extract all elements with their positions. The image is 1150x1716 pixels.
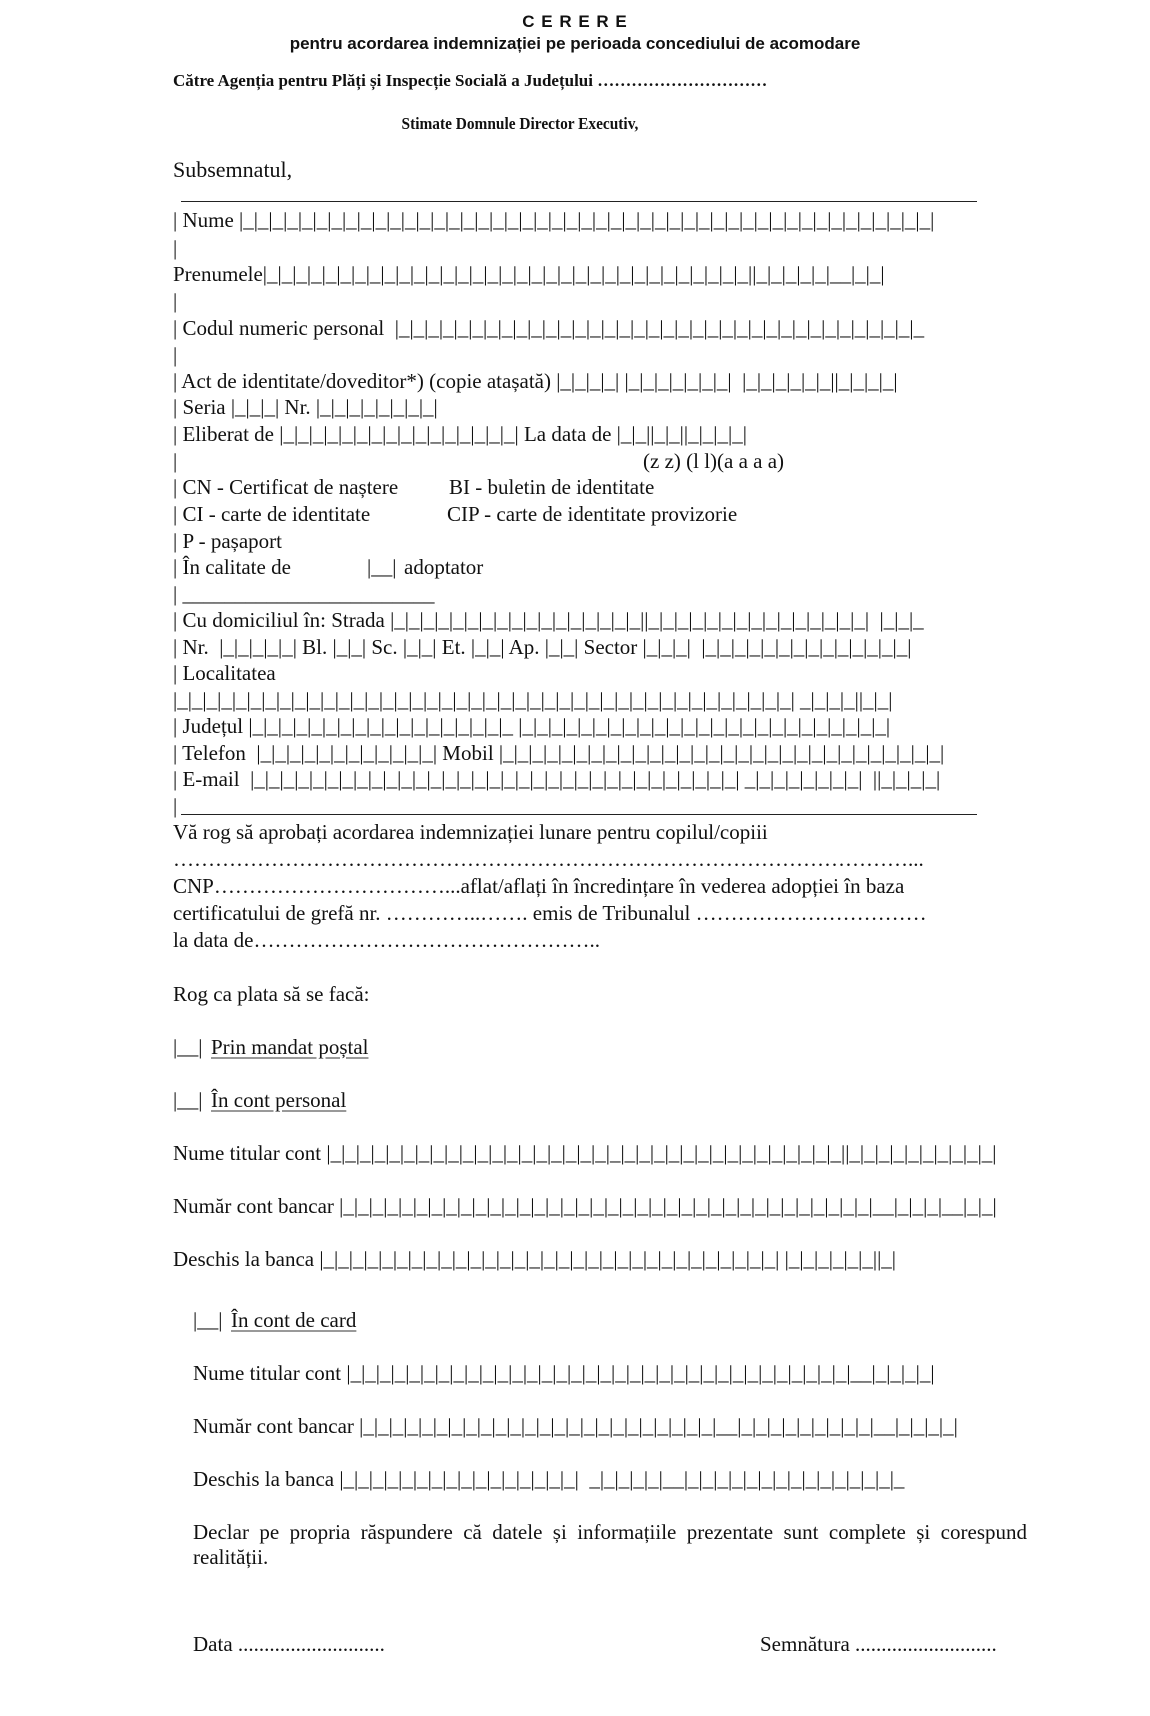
- margin-bar: |: [173, 236, 178, 260]
- child-cnp-line[interactable]: CNP……………………………...aflat/aflați în încredințare în vederea adopției în baza: [173, 874, 905, 898]
- account-holder-field[interactable]: Nume titular cont |_|_|_|_|_|_|_|_|_|_|_|_|_|_|_|_|_|_|_|_|_|_|_|_|_|_|_|_|_|_|_|_|_|_|_||_|_|_|_|_|_|_|_|_|_|: [173, 1141, 997, 1165]
- telefon-mobil-field[interactable]: | Telefon |_|_|_|_|_|_|_|_|_|_|_|_| Mobil |_|_|_|_|_|_|_|_|_|_|_|_|_|_|_|_|_|_|_|_|_|_|_|_|_|_|_|_|_|_|: [173, 741, 945, 765]
- personal-account-label: În cont personal: [211, 1088, 347, 1112]
- eliberat-field[interactable]: | Eliberat de |_|_|_|_|_|_|_|_|_|_|_|_|_|_|_|_| La data de |_|_||_|_||_|_|_|_|: [173, 422, 747, 446]
- card-account-label: În cont de card: [231, 1308, 357, 1332]
- adoptator-label: adoptator: [404, 555, 484, 579]
- nume-field[interactable]: | Nume |_|_|_|_|_|_|_|_|_|_|_|_|_|_|_|_|_|_|_|_|_|_|_|_|_|_|_|_|_|_|_|_|_|_|_|_|_|_|_|_|_|_|_|_|_|_|_|: [173, 208, 935, 232]
- account-number-field[interactable]: Număr cont bancar |_|_|_|_|_|_|_|_|_|_|_|_|_|_|_|_|_|_|_|_|_|_|_|_|_|_|_|_|_|_|_|_|_|_|_|_|__|_|_|_|__|_|_|: [173, 1194, 997, 1218]
- prenume-field[interactable]: Prenumele|_|_|_|_|_|_|_|_|_|_|_|_|_|_|_|_|_|_|_|_|_|_|_|_|_|_|_|_|_|_|_|_|_||_|_|_|_|_|__|_|_|: [173, 262, 885, 286]
- card-account-number-field[interactable]: Număr cont bancar |_|_|_|_|_|_|_|_|_|_|_|_|_|_|_|_|_|_|_|_|_|_|_|_|__|_|_|_|_|_|_|_|_|_|__|_|_|_|_|: [193, 1414, 958, 1438]
- margin-bar: |: [173, 449, 178, 473]
- act-identitate-field[interactable]: | Act de identitate/doveditor*) (copie atașată) |_|_|_|_| |_|_|_|_|_|_|_| |_|_|_|_|_|_||_|_|_|_|: [173, 369, 898, 393]
- card-bank-name-field[interactable]: Deschis la banca |_|_|_|_|_|_|_|_|_|_|_|_|_|_|_|_| _|_|_|_|_|__|_|_|_|_|_|_|_|_|_|_|_|_|_|_|_: [193, 1467, 905, 1491]
- cnp-field[interactable]: | Codul numeric personal |_|_|_|_|_|_|_|_|_|_|_|_|_|_|_|_|_|_|_|_|_|_|_|_|_|_|_|_|_|_|_|_|_|_|_|_: [173, 316, 925, 340]
- margin-bar: |: [173, 794, 178, 818]
- form-subtitle: pentru acordarea indemnizației pe perioada concediului de acomodare: [289, 34, 861, 53]
- localitatea-label: | Localitatea: [173, 661, 276, 685]
- request-text: Vă rog să aprobați acordarea indemnizației lunare pentru copilul/copiii: [173, 820, 768, 844]
- email-field[interactable]: | E-mail |_|_|_|_|_|_|_|_|_|_|_|_|_|_|_|_|_|_|_|_|_|_|_|_|_|_|_|_|_|_|_|_|_| _|_|_|_|_|_|_|_| ||_|_|_|_|: [173, 767, 941, 791]
- nr-bl-sc-field[interactable]: | Nr. |_|_|_|_|_| Bl. |_|_| Sc. |_|_| Et. |_|_| Ap. |_|_| Sector |_|_|_| |_|_|_|_|_|_|_|_|_|_|_|_|_|_|: [173, 635, 912, 659]
- localitatea-field[interactable]: |_|_|_|_|_|_|_|_|_|_|_|_|_|_|_|_|_|_|_|_|_|_|_|_|_|_|_|_|_|_|_|_|_|_|_|_|_|_|_|_|_|_| _|_|_|_||_|_|: [173, 688, 893, 712]
- card-account-checkbox[interactable]: |__|: [193, 1308, 223, 1332]
- form-title: C E R E R E: [522, 12, 628, 31]
- date-field[interactable]: Data ............................: [193, 1632, 385, 1656]
- signature-field[interactable]: Semnătura ...........................: [760, 1632, 997, 1656]
- margin-bar: |: [173, 343, 178, 367]
- children-names-line[interactable]: ……………………………………………………………………………………………...: [173, 847, 924, 871]
- certificate-line[interactable]: certificatului de grefă nr. …………..……. emis de Tribunalul ……………………………: [173, 901, 927, 925]
- legend-bi: BI - buletin de identitate: [449, 475, 655, 499]
- salutation: Stimate Domnule Director Executiv,: [401, 114, 639, 133]
- intro-subsemnatul: Subsemnatul,: [173, 157, 293, 182]
- adoptator-checkbox[interactable]: |__|: [367, 555, 397, 579]
- legend-cip: CIP - carte de identitate provizorie: [447, 502, 738, 526]
- date-format-hint: (z z) (l l)(a a a a): [643, 449, 785, 473]
- payment-heading: Rog ca plata să se facă:: [173, 982, 370, 1006]
- personal-account-checkbox[interactable]: |__|: [173, 1088, 203, 1112]
- certificate-date-line[interactable]: la data de…………………………………………..: [173, 928, 600, 952]
- legend-ci: | CI - carte de identitate: [173, 502, 371, 526]
- legend-p: | P - pașaport: [173, 529, 282, 553]
- calitate-label: | În calitate de: [173, 555, 291, 579]
- declaration-text: Declar pe propria răspundere că datele și informațiile prezentate sunt complete și corespund realității.: [193, 1520, 1027, 1569]
- bank-name-field[interactable]: Deschis la banca |_|_|_|_|_|_|_|_|_|_|_|_|_|_|_|_|_|_|_|_|_|_|_|_|_|_|_|_|_|_|_| |_|_|_|_|_|_||_|: [173, 1247, 896, 1271]
- judetul-field[interactable]: | Județul |_|_|_|_|_|_|_|_|_|_|_|_|_|_|_|_|_|_ |_|_|_|_|_|_|_|_|_|_|_|_|_|_|_|_|_|_|_|_|_|_|_|_|_|: [173, 714, 891, 738]
- legend-cn: | CN - Certificat de naștere: [173, 475, 399, 499]
- card-holder-field[interactable]: Nume titular cont |_|_|_|_|_|_|_|_|_|_|_|_|_|_|_|_|_|_|_|_|_|_|_|_|_|_|_|_|_|_|_|_|_|_|__|_|_|_|_|: [193, 1361, 935, 1385]
- seria-nr-field[interactable]: | Seria |_|_|_| Nr. |_|_|_|_|_|_|_|_|: [173, 395, 438, 419]
- postal-option-label: Prin mandat poștal: [211, 1035, 369, 1059]
- strada-field[interactable]: | Cu domiciliul în: Strada |_|_|_|_|_|_|_|_|_|_|_|_|_|_|_|_|_||_|_|_|_|_|_|_|_|_|_|_|_|_|_|_| |_|_|_: [173, 608, 924, 632]
- bottom-rule: [181, 814, 977, 815]
- blank-line: | ________________________: [173, 582, 435, 606]
- addressee-line: Către Agenția pentru Plăți și Inspecție Socială a Județului …………………………: [173, 71, 768, 90]
- margin-bar: |: [173, 289, 178, 313]
- top-rule: [181, 201, 977, 202]
- postal-checkbox[interactable]: |__|: [173, 1035, 203, 1059]
